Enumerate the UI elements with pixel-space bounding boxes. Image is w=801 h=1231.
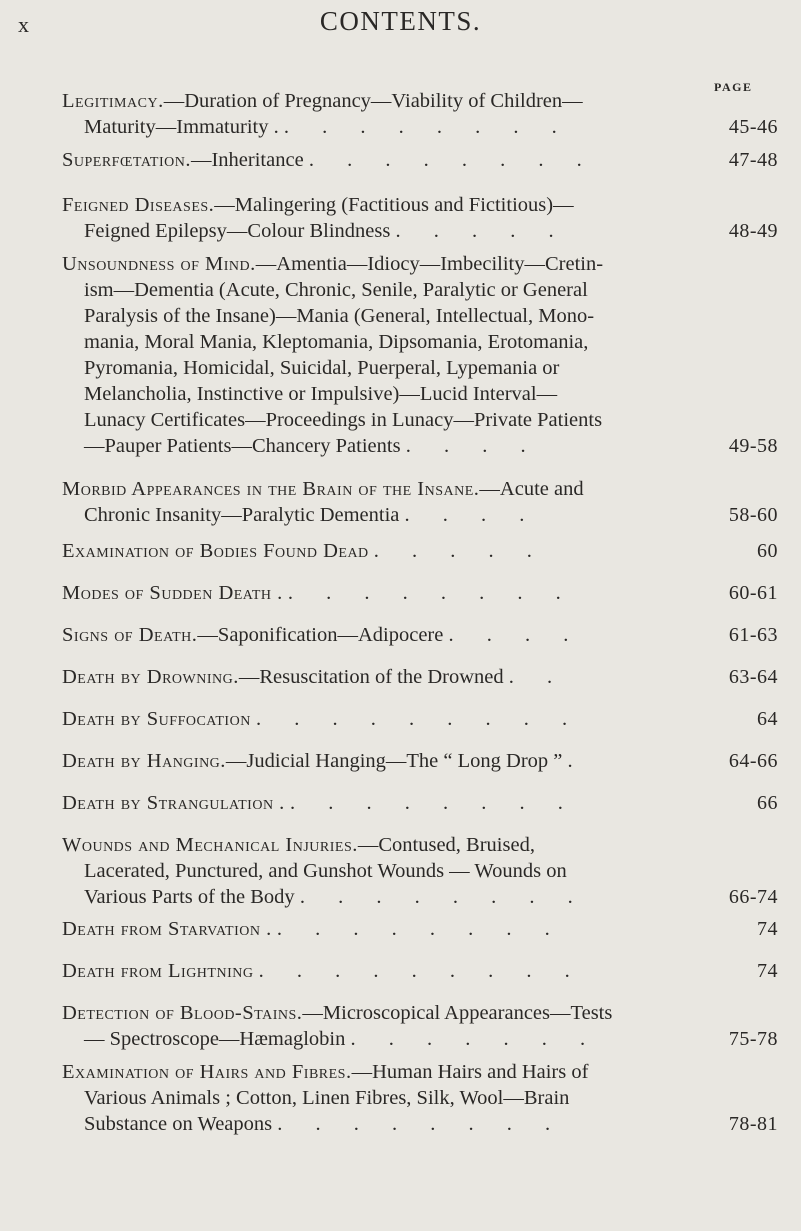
toc-text: —Pauper Patients—Chancery Patients	[84, 435, 401, 457]
toc-line	[62, 329, 782, 355]
toc-entry	[62, 622, 782, 648]
toc-entry	[62, 192, 782, 244]
toc-line	[62, 251, 782, 277]
toc-heading: Morbid Appearances in the Brain of the Insane.	[62, 478, 480, 500]
toc-heading: Death from Starvation .	[62, 918, 272, 940]
toc-text: Lunacy Certificates—Proceedings in Lunacy—Private Patients	[84, 409, 603, 431]
toc-text: — Spectroscope—Hæmaglobin	[84, 1028, 346, 1050]
dot-leader: . . . . . . . .	[277, 1113, 565, 1135]
toc-line	[62, 218, 782, 244]
toc-page-number: 66	[757, 792, 778, 814]
toc-page-number: 45-46	[728, 116, 778, 138]
toc-page-number: 74	[757, 918, 778, 940]
dot-leader: . . . . .	[373, 540, 546, 562]
page-column-label: PAGE	[714, 80, 753, 94]
toc-text: —Saponification—Adipocere	[197, 624, 444, 646]
toc-text: —Acute and	[479, 478, 584, 500]
toc-page-number: 61-63	[728, 624, 778, 646]
toc-line	[62, 1026, 782, 1052]
toc-text: —Human Hairs and Hairs of	[351, 1061, 589, 1083]
toc-page-number: 78-81	[728, 1113, 778, 1135]
toc-line	[62, 476, 782, 502]
toc-page-number: 66-74	[728, 886, 778, 908]
toc-line	[62, 1059, 782, 1085]
toc-line	[62, 407, 782, 433]
toc-heading: Detection of Blood-Stains.	[62, 1002, 303, 1024]
toc-page-number: 74	[757, 960, 778, 982]
toc-line	[62, 832, 782, 858]
toc-line	[62, 88, 782, 114]
toc-page-number: 64	[757, 708, 778, 730]
dot-leader: . . . . . . . .	[299, 886, 587, 908]
toc-entry	[62, 958, 782, 984]
dot-leader: . . . . . . .	[350, 1028, 600, 1050]
toc-line	[62, 355, 782, 381]
toc-line	[62, 580, 782, 606]
toc-heading: Death by Hanging.	[62, 750, 226, 772]
toc-text: —Judicial Hanging—The “ Long Drop ”	[225, 750, 563, 772]
toc-page-number: 49-58	[728, 435, 778, 457]
toc-text: —Microscopical Appearances—Tests	[302, 1002, 613, 1024]
toc-text: mania, Moral Mania, Kleptomania, Dipsomania, Erotomania,	[84, 331, 589, 353]
toc-line	[62, 884, 782, 910]
toc-entry	[62, 790, 782, 816]
toc-entry	[62, 476, 782, 528]
toc-line	[62, 748, 782, 774]
toc-text: —Resuscitation of the Drowned	[238, 666, 504, 688]
running-head	[0, 2, 801, 42]
toc-text: Pyromania, Homicidal, Suicidal, Puerperal, Lypemania or	[84, 357, 560, 379]
toc-heading: Superfœtation.	[62, 149, 191, 171]
toc-entry	[62, 706, 782, 732]
toc-heading: Death from Lightning	[62, 960, 254, 982]
toc-heading: Death by Suffocation	[62, 708, 251, 730]
toc-page-number: 58-60	[728, 504, 778, 526]
toc-page-number: 64-66	[728, 750, 778, 772]
toc-heading: Legitimacy.	[62, 90, 164, 112]
toc-line	[62, 622, 782, 648]
dot-leader: . . . . .	[395, 220, 568, 242]
dot-leader: . . . .	[448, 624, 583, 646]
toc-heading: Examination of Hairs and Fibres.	[62, 1061, 352, 1083]
toc-line	[62, 147, 782, 173]
toc-page-number: 63-64	[728, 666, 778, 688]
toc-line	[62, 303, 782, 329]
page-folio: x	[18, 12, 30, 37]
toc-entry	[62, 580, 782, 606]
toc-line	[62, 381, 782, 407]
toc-heading: Death by Strangulation .	[62, 792, 285, 814]
toc-page-number: 60-61	[728, 582, 778, 604]
toc-heading: Modes of Sudden Death .	[62, 582, 283, 604]
toc-line	[62, 1000, 782, 1026]
toc-entry	[62, 1059, 782, 1137]
toc-line	[62, 433, 782, 459]
toc-line	[62, 192, 782, 218]
toc-entry	[62, 664, 782, 690]
toc-page-number: 75-78	[728, 1028, 778, 1050]
toc-page-number: 47-48	[728, 149, 778, 171]
toc-text: —Amentia—Idiocy—Imbecility—Cretin-	[255, 253, 604, 275]
dot-leader: . . . . . . . .	[287, 582, 575, 604]
toc-text: —Malingering (Factitious and Fictitious)—	[214, 194, 574, 216]
toc-text: —Inheritance	[190, 149, 304, 171]
toc-entry	[62, 1000, 782, 1052]
dot-leader: . . . .	[404, 504, 539, 526]
toc-text: Feigned Epilepsy—Colour Blindness	[84, 220, 391, 242]
toc-text: ism—Dementia (Acute, Chronic, Senile, Paralytic or General	[84, 279, 588, 301]
toc-entry	[62, 748, 782, 774]
toc-text: Paralysis of the Insane)—Mania (General, Intellectual, Mono-	[84, 305, 595, 327]
toc-heading: Examination of Bodies Found Dead	[62, 540, 369, 562]
toc-heading: Unsoundness of Mind.	[62, 253, 256, 275]
toc-heading: Signs of Death.	[62, 624, 198, 646]
toc-page-number: 60	[757, 540, 778, 562]
toc-text: Chronic Insanity—Paralytic Dementia	[84, 504, 400, 526]
page-title: CONTENTS.	[319, 6, 482, 36]
toc-entry	[62, 251, 782, 459]
dot-leader: . .	[508, 666, 567, 688]
toc-line	[62, 664, 782, 690]
toc-line	[62, 858, 782, 884]
toc-text: Substance on Weapons	[84, 1113, 273, 1135]
toc-heading: Feigned Diseases.	[62, 194, 215, 216]
dot-leader: . . . . . . . . .	[255, 708, 582, 730]
toc-entry	[62, 538, 782, 564]
toc-page-number: 48-49	[728, 220, 778, 242]
dot-leader: .	[567, 750, 587, 772]
toc-line	[62, 790, 782, 816]
dot-leader: . . . .	[405, 435, 540, 457]
toc-text: Lacerated, Punctured, and Gunshot Wounds — Wounds on	[84, 860, 567, 882]
toc-line	[62, 1085, 782, 1111]
toc-line	[62, 706, 782, 732]
toc-line	[62, 1111, 782, 1137]
dot-leader: . . . . . . . .	[276, 918, 564, 940]
dot-leader: . . . . . . . .	[283, 116, 571, 138]
toc-entry	[62, 147, 782, 173]
toc-line	[62, 114, 782, 140]
toc-text: —Contused, Bruised,	[357, 834, 535, 856]
toc-entry	[62, 832, 782, 910]
toc-heading: Wounds and Mechanical Injuries.	[62, 834, 358, 856]
toc-text: Maturity—Immaturity .	[84, 116, 279, 138]
toc-line	[62, 502, 782, 528]
toc-line	[62, 916, 782, 942]
dot-leader: . . . . . . . .	[289, 792, 577, 814]
dot-leader: . . . . . . . . .	[258, 960, 584, 982]
toc-line	[62, 277, 782, 303]
dot-leader: . . . . . . . .	[308, 149, 596, 171]
toc-text: Various Parts of the Body	[84, 886, 295, 908]
toc-entry	[62, 916, 782, 942]
toc-heading: Death by Drowning.	[62, 666, 239, 688]
toc-line	[62, 958, 782, 984]
toc-text: Melancholia, Instinctive or Impulsive)—Lucid Interval—	[84, 383, 558, 405]
toc-text: —Duration of Pregnancy—Viability of Children—	[163, 90, 583, 112]
toc-line	[62, 538, 782, 564]
toc-entry	[62, 88, 782, 140]
toc-text: Various Animals ; Cotton, Linen Fibres, Silk, Wool—Brain	[84, 1087, 570, 1109]
